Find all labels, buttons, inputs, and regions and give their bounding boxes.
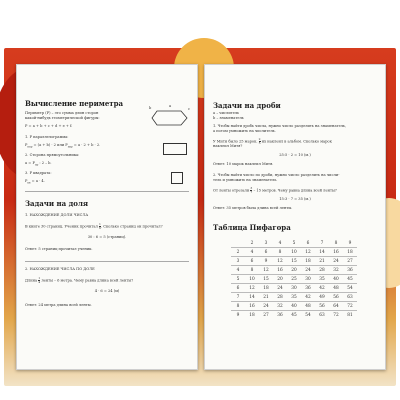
- table-cell: 72: [343, 302, 357, 311]
- task1-text-a: В книге 30 страниц. Ученик прочитал: [25, 224, 98, 229]
- rule1-line-2: а потом умножить на числитель.: [213, 129, 276, 133]
- table-cell: 3: [231, 257, 245, 266]
- table-cell: 16: [329, 248, 343, 257]
- ex1-answer: Ответ: 10 марок наклеил Митя.: [213, 162, 274, 166]
- table-cell: 27: [259, 311, 273, 320]
- table-row: [231, 284, 357, 293]
- table-cell: 54: [301, 311, 315, 320]
- table-header-cell: 9: [348, 240, 352, 246]
- table-cell: 56: [315, 302, 329, 311]
- table-cell: 63: [343, 293, 357, 302]
- pythagoras-title: Таблица Пифагора: [213, 223, 291, 232]
- task1-calc: 30 : 6 = 5 (страниц).: [87, 235, 127, 239]
- table-cell: 48: [329, 284, 343, 293]
- table-header-cell: 2: [250, 240, 254, 246]
- parallelogram-formula: [25, 143, 100, 150]
- task2-answer: Ответ: 24 метра длина всей ленты.: [25, 303, 92, 307]
- formula-3: = a · 4.: [31, 179, 45, 183]
- rectangle-shape: [163, 143, 187, 155]
- sub-kv: кв: [27, 181, 31, 185]
- rectangle-heading: 2. Сторона прямоугольника:: [25, 153, 80, 157]
- table-cell: 14: [315, 248, 329, 257]
- rectangle-formula: [25, 161, 52, 168]
- pythagoras-table: [231, 239, 357, 319]
- table-cell: 4: [231, 266, 245, 275]
- table-header-cell: [231, 239, 245, 248]
- task1-title: 1. НАХОЖДЕНИЕ ДОЛИ ЧИСЛА: [25, 213, 89, 217]
- table-cell: 48: [301, 302, 315, 311]
- table-cell: 8: [273, 248, 287, 257]
- formula-2: : 2 – b.: [39, 161, 52, 165]
- rule1-line-1: 1. Чтобы найти дробь числа, нужно число разделить на знаменатель,: [213, 124, 347, 128]
- rule2-line-2: тель и умножить на знаменатель.: [213, 178, 278, 182]
- table-cell: 15: [287, 257, 301, 266]
- table-cell: 7: [231, 293, 245, 302]
- table-cell: 56: [329, 293, 343, 302]
- table-cell: 24: [273, 284, 287, 293]
- table-cell: 25: [287, 275, 301, 284]
- table-cell: 36: [301, 284, 315, 293]
- square-formula: [25, 179, 45, 186]
- table-cell: 18: [245, 311, 259, 320]
- table-cell: 35: [315, 275, 329, 284]
- ex2-calc: 15:3 · 7 = 35 (м.): [279, 197, 311, 201]
- ex1-fraction: [259, 138, 261, 145]
- shape-label-a: a: [169, 104, 172, 108]
- table-cell: 2: [231, 248, 245, 257]
- table-cell: 28: [315, 266, 329, 275]
- table-cell: 28: [273, 293, 287, 302]
- task2-text-a: Длина: [25, 278, 38, 283]
- table-cell: 6: [231, 284, 245, 293]
- table-cell: 6: [259, 248, 273, 257]
- table-cell: 24: [301, 266, 315, 275]
- table-cell: 10: [287, 248, 301, 257]
- table-row: [231, 293, 357, 302]
- task2-calc: 4 · 6 = 24 (м): [94, 289, 120, 293]
- sub-par: пар: [27, 145, 33, 149]
- table-cell: 4: [245, 248, 259, 257]
- parallelogram-heading: 1. P параллелограмма:: [25, 135, 69, 139]
- table-cell: 18: [301, 257, 315, 266]
- table-cell: 5: [231, 275, 245, 284]
- frac-a: a: [213, 111, 216, 115]
- table-cell: 45: [343, 275, 357, 284]
- task2-fraction: [38, 277, 40, 284]
- table-cell: 30: [301, 275, 315, 284]
- perimeter-def-line-1: Периметр (P) – это сумма длин сторон: [25, 111, 99, 115]
- table-row: [231, 248, 357, 257]
- table-cell: 9: [259, 257, 273, 266]
- ex2-text-b: – 15 метров. Чему равна длина всей ленты?: [253, 188, 337, 193]
- table-cell: 18: [343, 248, 357, 257]
- table-cell: 64: [329, 302, 343, 311]
- table-cell: 15: [259, 275, 273, 284]
- table-cell: 21: [315, 257, 329, 266]
- task2-text-b: ленты – 6 метра. Чему равна длина всей ленты?: [41, 278, 134, 283]
- table-cell: 16: [245, 302, 259, 311]
- frac-num: 1: [38, 276, 41, 280]
- table-cell: 10: [245, 275, 259, 284]
- cover-background: [4, 48, 396, 386]
- rule2-line-1: 2. Чтобы найти число по дроби, нужно число разделить на числи-: [213, 173, 340, 177]
- task2-title: 2. НАХОЖДЕНИЕ ЧИСЛА ПО ДОЛЕ: [25, 267, 95, 271]
- task1-answer: Ответ: 5 страниц прочитал ученик.: [25, 247, 93, 251]
- perimeter-formula: P = a + b + c + d + e + f.: [25, 124, 73, 128]
- table-header-cell: 5: [292, 240, 296, 246]
- table-header-cell: 3: [264, 240, 268, 246]
- shape-label-c: c: [188, 107, 191, 111]
- table-cell: 8: [231, 302, 245, 311]
- table-cell: 40: [287, 302, 301, 311]
- ex1-calc: 25:5 · 2 = 10 (м.): [279, 153, 311, 157]
- sub-par-2: пар: [67, 145, 73, 149]
- ex1-text-a: У Мити было 25 марок.: [213, 139, 258, 144]
- table-cell: 42: [301, 293, 315, 302]
- denominator-label: [213, 116, 244, 121]
- frac-den: 4: [38, 280, 41, 285]
- shape-label-b: b: [149, 106, 152, 110]
- table-cell: 18: [259, 284, 273, 293]
- table-cell: 81: [343, 311, 357, 320]
- table-header-row: [231, 239, 357, 248]
- table-cell: 14: [245, 293, 259, 302]
- right-page: [204, 64, 386, 370]
- table-cell: 6: [245, 257, 259, 266]
- table-cell: 9: [231, 311, 245, 320]
- table-cell: 36: [273, 311, 287, 320]
- table-row: [231, 257, 357, 266]
- formula-1: = (a + b) · 2 или P: [33, 143, 68, 147]
- table-cell: 12: [245, 284, 259, 293]
- table-cell: 24: [329, 257, 343, 266]
- sub-pr: пр: [34, 163, 39, 167]
- table-cell: 35: [287, 293, 301, 302]
- num-label: – числитель: [216, 111, 240, 115]
- table-cell: 24: [259, 302, 273, 311]
- table-cell: 54: [343, 284, 357, 293]
- table-cell: 49: [315, 293, 329, 302]
- a-eq: a = P: [25, 161, 35, 165]
- table-cell: 16: [273, 266, 287, 275]
- table-cell: 20: [273, 275, 287, 284]
- table-cell: 63: [315, 311, 329, 320]
- divider: [25, 191, 189, 192]
- task2-text: [25, 277, 133, 284]
- table-cell: 40: [329, 275, 343, 284]
- ex2-line-1: [213, 187, 337, 194]
- frac-num: 2: [258, 137, 261, 141]
- task1-text-b: . Сколько страниц он прочитал?: [100, 224, 163, 229]
- frac-num: 3: [250, 186, 253, 190]
- den-label: – знаменатель: [216, 116, 244, 120]
- square-heading: 3. P квадрата:: [25, 171, 52, 175]
- perimeter-def-line-2: какой-нибудь геометрической фигуры:: [25, 116, 100, 120]
- table-cell: 32: [329, 266, 343, 275]
- drobi-title: Задачи на дроби: [213, 101, 281, 110]
- parallelogram-shape: [151, 107, 189, 129]
- table-cell: 20: [287, 266, 301, 275]
- ex1-text-b: их наклеил в альбом. Сколько марок: [261, 139, 332, 144]
- table-cell: 42: [315, 284, 329, 293]
- square-shape: [171, 172, 183, 184]
- ex2-answer: Ответ: 35 метров была длина всей ленты.: [213, 206, 293, 210]
- table-cell: 27: [343, 257, 357, 266]
- frac-b: b: [213, 116, 216, 120]
- table-row: [231, 311, 357, 320]
- table-header-cell: 7: [320, 240, 324, 246]
- table-cell: 32: [273, 302, 287, 311]
- table-row: [231, 302, 357, 311]
- table-cell: 30: [287, 284, 301, 293]
- table-cell: 12: [301, 248, 315, 257]
- fractions-title: Задачи на доля: [25, 199, 89, 208]
- table-cell: 72: [329, 311, 343, 320]
- p-symbol: P: [25, 143, 28, 147]
- frac-num: 1: [99, 222, 101, 226]
- perimeter-title: Вычисление периметра: [25, 99, 124, 108]
- table-cell: 12: [273, 257, 287, 266]
- table-cell: 21: [259, 293, 273, 302]
- p-symbol-3: P: [25, 179, 28, 183]
- table-header-cell: 6: [306, 240, 310, 246]
- formula-1b: = a · 2 + b · 2.: [73, 143, 101, 147]
- table-cell: 45: [287, 311, 301, 320]
- left-page: [16, 64, 198, 370]
- frac-den: 7: [250, 190, 253, 195]
- table-cell: 36: [343, 266, 357, 275]
- task1-text: [25, 223, 163, 230]
- table-header-cell: 8: [334, 240, 338, 246]
- table-row: [231, 275, 357, 284]
- frac-den: 6: [99, 226, 101, 231]
- table-row: [231, 266, 357, 275]
- frac-den: 5: [258, 141, 261, 146]
- table-cell: 8: [245, 266, 259, 275]
- divider: [25, 261, 189, 262]
- table-cell: 12: [259, 266, 273, 275]
- ex1-line-3: наклеил Митя?: [213, 144, 243, 148]
- table-header-cell: 4: [278, 240, 282, 246]
- ex2-text-a: От ленты отрезали: [213, 188, 250, 193]
